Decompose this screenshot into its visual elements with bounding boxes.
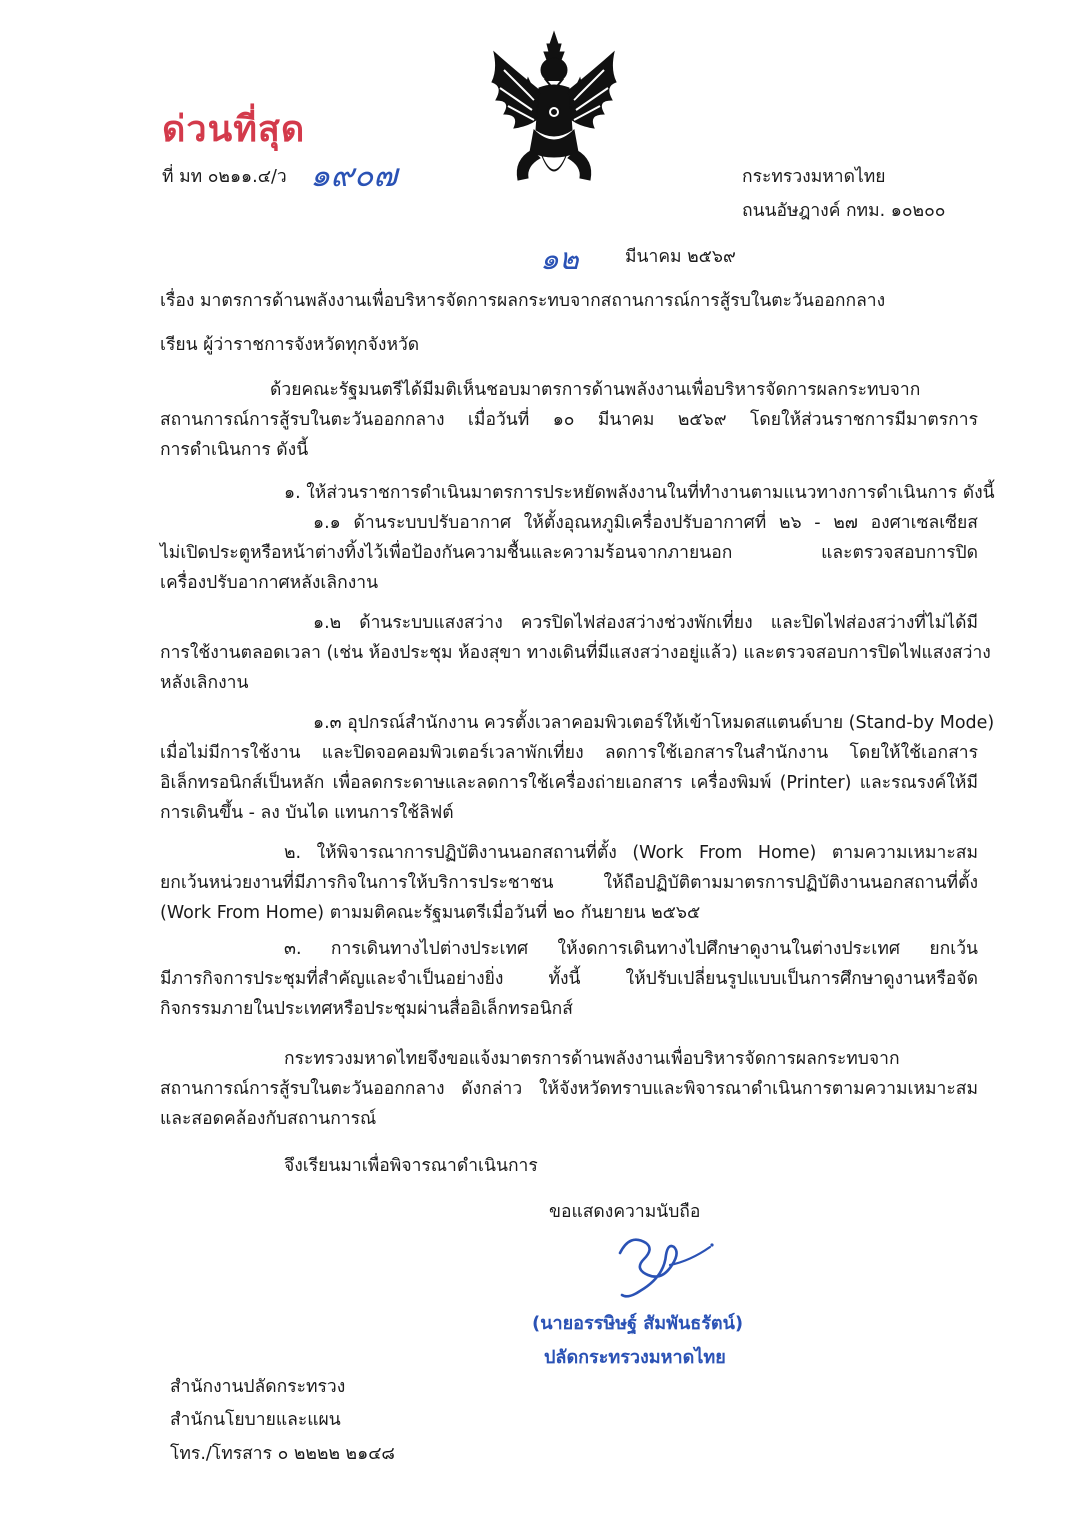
ministry-name: กระทรวงมหาดไทย [742, 167, 886, 187]
body-line: ด้วยคณะรัฐมนตรีได้มีมติเห็นชอบมาตรการด้านพลังงานเพื่อบริหารจัดการผลกระทบจาก [270, 380, 921, 400]
body-line: กระทรวงมหาดไทยจึงขอแจ้งมาตรการด้านพลังงานเพื่อบริหารจัดการผลกระทบจาก [284, 1049, 900, 1069]
closing-regards: ขอแสดงความนับถือ [549, 1202, 701, 1222]
document-number-handwritten: ๑๙๐๗ [310, 156, 398, 194]
body-line: ๑. ให้ส่วนราชการดำเนินมาตรการประหยัดพลังงานในที่ทำงานตามแนวทางการดำเนินการ ดังนี้ [284, 483, 995, 503]
signatory-title: ปลัดกระทรวงมหาดไทย [544, 1347, 726, 1368]
body-line: เมื่อไม่มีการใช้งาน และปิดจอคอมพิวเตอร์เวลาพักเที่ยง ลดการใช้เอกสารในสำนักงาน โดยให้ใช้เอกสาร [160, 743, 978, 763]
body-line: การดำเนินการ ดังนี้ [160, 440, 309, 460]
body-line: ๑.๑ ด้านระบบปรับอากาศ ให้ตั้งอุณหภูมิเครื่องปรับอากาศที่ ๒๖ - ๒๗ องศาเซลเซียส [313, 513, 978, 533]
body-line: มีภารกิจการประชุมที่สำคัญและจำเป็นอย่างยิ่ง ทั้งนี้ ให้ปรับเปลี่ยนรูปแบบเป็นการศึกษาดูงานหรือจัด [160, 969, 978, 989]
body-line: ๑.๒ ด้านระบบแสงสว่าง ควรปิดไฟส่องสว่างช่วงพักเที่ยง และปิดไฟส่องสว่างที่ไม่ได้มี [313, 613, 978, 633]
body-line: อิเล็กทรอนิกส์เป็นหลัก เพื่อลดกระดาษและลดการใช้เครื่องถ่ายเอกสาร เครื่องพิมพ์ (Printer) และรณรงค์ให้มี [160, 773, 978, 793]
footer-phone: โทร./โทรสาร ๐ ๒๒๒๒ ๒๑๔๘ [170, 1444, 395, 1464]
body-line: สถานการณ์การสู้รบในตะวันออกกลาง ดังกล่าว ให้จังหวัดทราบและพิจารณาดำเนินการตามความเหมาะสม [160, 1079, 978, 1099]
body-line: การใช้งานตลอดเวลา (เช่น ห้องประชุม ห้องสุขา ทางเดินที่มีแสงสว่างอยู่แล้ว) และตรวจสอบการปิดไฟแสงสว่าง [160, 643, 991, 663]
body-line: ๒. ให้พิจารณาการปฏิบัติงานนอกสถานที่ตั้ง (Work From Home) ตามความเหมาะสม [284, 843, 978, 863]
body-line: หลังเลิกงาน [160, 673, 249, 693]
body-line: ยกเว้นหน่วยงานที่มีภารกิจในการให้บริการประชาชน ให้ถือปฏิบัติตามมาตรการปฏิบัติงานนอกสถานที่ตั้ง [160, 873, 978, 893]
body-line: และสอดคล้องกับสถานการณ์ [160, 1109, 377, 1129]
subject-line: เรื่อง มาตรการด้านพลังงานเพื่อบริหารจัดการผลกระทบจากสถานการณ์การสู้รบในตะวันออกกลาง [160, 291, 886, 311]
body-line: กิจกรรมภายในประเทศหรือประชุมผ่านสื่ออิเล็กทรอนิกส์ [160, 999, 573, 1019]
body-line: (Work From Home) ตามมติคณะรัฐมนตรีเมื่อวันที่ ๒๐ กันยายน ๒๕๖๕ [160, 903, 701, 923]
date-month-year: มีนาคม ๒๕๖๙ [625, 247, 736, 267]
body-line: ไม่เปิดประตูหรือหน้าต่างทิ้งไว้เพื่อป้องกันความชื้นและความร้อนจากภายนอก และตรวจสอบการปิด [160, 543, 978, 563]
signatory-name: (นายอรรษิษฐ์ สัมพันธรัตน์) [532, 1313, 744, 1334]
ministry-address: ถนนอัษฎางค์ กทม. ๑๐๒๐๐ [742, 201, 946, 221]
footer-office: สำนักงานปลัดกระทรวง [170, 1377, 346, 1397]
urgent-stamp: ด่วนที่สุด [162, 109, 306, 150]
body-line: ๓. การเดินทางไปต่างประเทศ ให้งดการเดินทางไปศึกษาดูงานในต่างประเทศ ยกเว้น [284, 939, 978, 959]
body-line: การเดินขึ้น - ลง บันได แทนการใช้ลิฟต์ [160, 803, 454, 823]
body-line: จึงเรียนมาเพื่อพิจารณาดำเนินการ [284, 1156, 538, 1176]
date-day-handwritten: ๑๒ [540, 242, 579, 277]
body-line: ๑.๓ อุปกรณ์สำนักงาน ควรตั้งเวลาคอมพิวเตอร์ให้เข้าโหมดสแตนด์บาย (Stand-by Mode) [313, 713, 995, 733]
footer-division: สำนักนโยบายและแผน [170, 1410, 341, 1430]
document-number-label: ที่ มท ๐๒๑๑.๔/ว [162, 167, 287, 187]
signature-mark [600, 1225, 720, 1305]
salutation-line: เรียน ผู้ว่าราชการจังหวัดทุกจังหวัด [160, 335, 420, 355]
garuda-emblem-icon [484, 30, 624, 188]
body-line: สถานการณ์การสู้รบในตะวันออกกลาง เมื่อวันที่ ๑๐ มีนาคม ๒๕๖๙ โดยให้ส่วนราชการมีมาตรการ [160, 410, 978, 430]
body-line: เครื่องปรับอากาศหลังเลิกงาน [160, 573, 379, 593]
